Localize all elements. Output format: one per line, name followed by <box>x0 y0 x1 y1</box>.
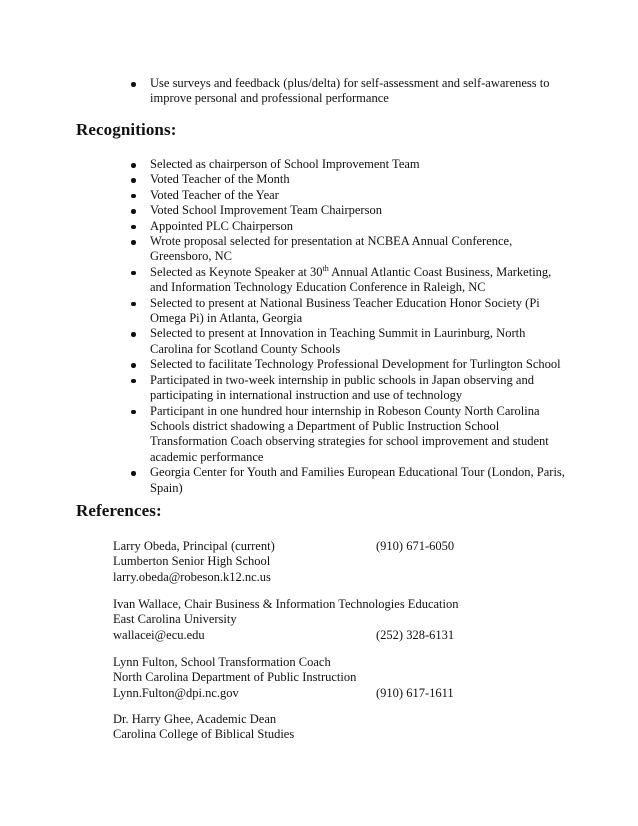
bullet-text: Voted Teacher of the Year <box>150 187 279 202</box>
top-bullet-list <box>0 76 638 107</box>
reference-line <box>113 554 593 569</box>
reference-line <box>113 655 593 670</box>
ordinal-superscript: th <box>322 263 329 273</box>
bullet-icon <box>131 363 136 368</box>
list-item <box>0 203 638 218</box>
reference-line <box>113 570 593 585</box>
list-item <box>0 404 638 466</box>
bullet-icon <box>131 302 136 307</box>
reference-phone: (910) 617-1611 <box>376 685 454 700</box>
bullet-text: Participated in two-week internship in public schools in Japan observing and participating in international instruction and use of technology <box>150 372 534 403</box>
reference-organization: Lumberton Senior High School <box>113 554 271 569</box>
reference-email: Lynn.Fulton@dpi.nc.gov <box>113 685 239 700</box>
bullet-icon <box>131 471 136 476</box>
list-item <box>0 76 638 107</box>
list-item <box>0 465 638 496</box>
bullet-icon <box>131 178 136 183</box>
bullet-text: Use surveys and feedback (plus/delta) for self-assessment and self-awareness to improve personal and professional performance <box>150 76 550 106</box>
reference-line <box>113 612 593 627</box>
bullet-icon <box>131 332 136 337</box>
bullet-icon <box>131 82 136 87</box>
reference-line <box>113 597 593 612</box>
reference-name-title: Larry Obeda, Principal (current) <box>113 539 275 553</box>
bullet-text: Voted School Improvement Team Chairperson <box>150 203 382 218</box>
reference-organization: North Carolina Department of Public Instruction <box>113 670 357 685</box>
list-item <box>0 188 638 203</box>
reference-organization: Carolina College of Biblical Studies <box>113 727 295 742</box>
recognitions-heading: Recognitions: <box>76 120 177 139</box>
bullet-icon <box>131 271 136 276</box>
reference-line <box>113 670 593 685</box>
list-item <box>0 265 638 296</box>
reference-entry <box>113 539 593 585</box>
bullet-icon <box>131 240 136 245</box>
reference-entry <box>113 597 593 643</box>
reference-name-title: Ivan Wallace, Chair Business & Information Technologies Education <box>113 597 459 611</box>
reference-line <box>113 539 593 554</box>
reference-line <box>113 686 593 701</box>
list-item <box>0 157 638 172</box>
references-heading: References: <box>76 501 162 520</box>
list-item <box>0 172 638 187</box>
bullet-icon <box>131 209 136 214</box>
list-item <box>0 219 638 234</box>
bullet-text: Georgia Center for Youth and Families European Educational Tour (London, Paris, Spain) <box>150 465 565 495</box>
bullet-text-part: Selected as Keynote Speaker at 30 <box>150 264 323 279</box>
reference-organization: East Carolina University <box>113 612 237 627</box>
bullet-text: Selected to facilitate Technology Professional Development for Turlington School <box>150 357 561 372</box>
reference-entry <box>113 655 593 701</box>
bullet-icon <box>131 194 136 199</box>
list-item <box>0 373 638 404</box>
reference-entry <box>113 712 593 743</box>
bullet-text: Appointed PLC Chairperson <box>150 218 294 233</box>
bullet-text: Selected as chairperson of School Improvement Team <box>150 157 420 171</box>
bullet-text: Participant in one hundred hour internship in Robeson County North Carolina Schools district shadowing a Department of Public Instruction School Transformation Coach observing strategies for school improvement and student academic performance <box>150 403 549 464</box>
reference-email: wallacei@ecu.edu <box>113 627 205 642</box>
reference-line <box>113 727 593 742</box>
bullet-text-part: Annual Atlantic Coast Business, Marketing, and Information Technology Education Conference in Raleigh, NC <box>150 264 552 295</box>
reference-phone: (252) 328-6131 <box>376 627 455 642</box>
reference-name-title: Lynn Fulton, School Transformation Coach <box>113 655 331 669</box>
list-item <box>0 326 638 357</box>
bullet-icon <box>131 163 136 168</box>
list-item <box>0 357 638 372</box>
bullet-icon <box>131 410 136 415</box>
reference-line <box>113 628 593 643</box>
reference-name-title: Dr. Harry Ghee, Academic Dean <box>113 712 277 726</box>
list-item <box>0 234 638 265</box>
bullet-text: Selected to present at Innovation in Teaching Summit in Laurinburg, North Carolina for Scotland County Schools <box>150 326 526 356</box>
list-item <box>0 296 638 327</box>
reference-line <box>113 712 593 727</box>
reference-email: larry.obeda@robeson.k12.nc.us <box>113 569 271 584</box>
reference-phone: (910) 671-6050 <box>376 539 455 553</box>
bullet-icon <box>131 379 136 384</box>
recognitions-list <box>0 157 638 496</box>
bullet-text: Selected to present at National Business Teacher Education Honor Society (Pi Omega Pi) in Atlanta, Georgia <box>150 295 540 326</box>
bullet-icon <box>131 225 136 230</box>
bullet-text: Voted Teacher of the Month <box>150 172 290 187</box>
bullet-text: Wrote proposal selected for presentation at NCBEA Annual Conference, Greensboro, NC <box>150 234 513 264</box>
